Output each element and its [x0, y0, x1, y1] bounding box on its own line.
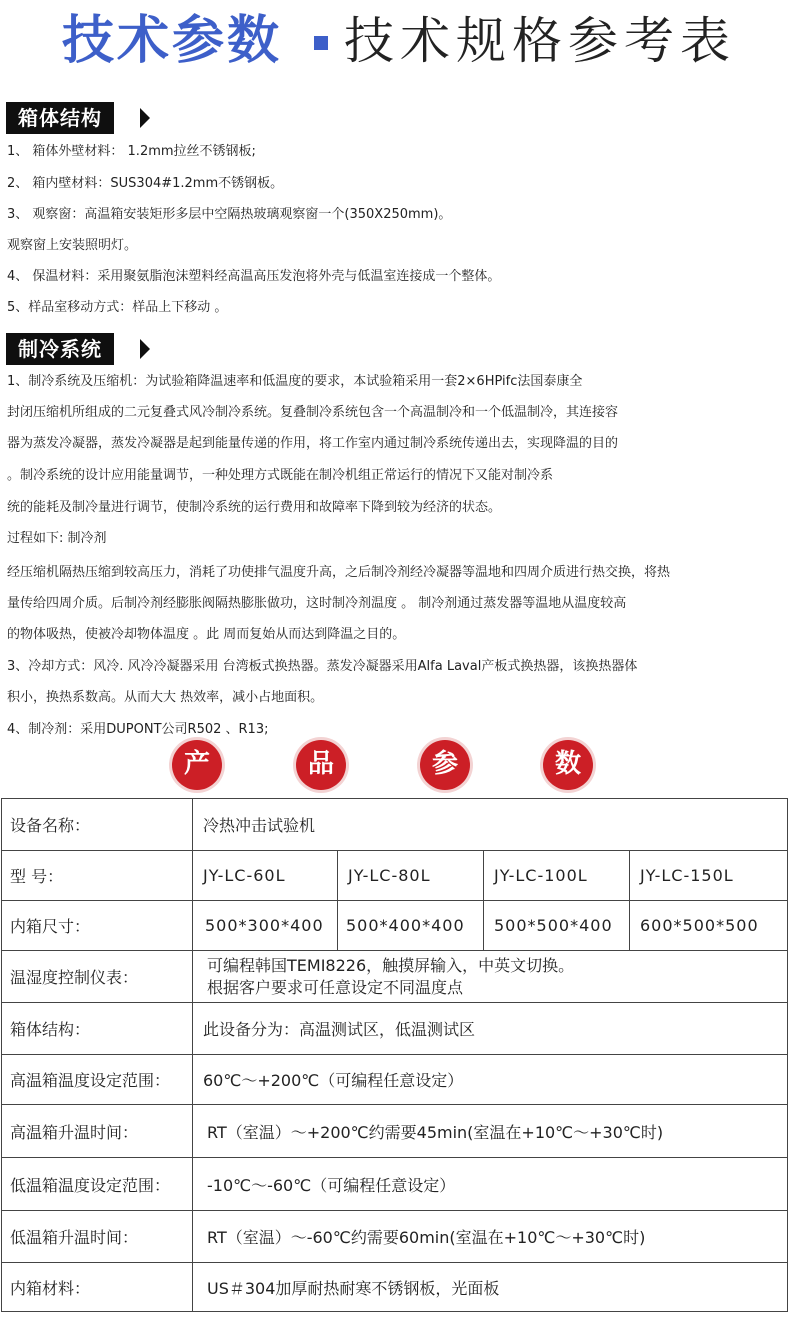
section-label: 箱体结构 — [6, 102, 114, 134]
device-name-value: 冷热冲击试验机 — [193, 799, 788, 851]
refrigeration-line-5: 统的能耗及制冷量进行调节，使制冷系统的运行费用和故障率下降到较为经济的状态。 — [7, 500, 502, 515]
high-range-label: 高温箱温度设定范围： — [2, 1055, 193, 1105]
structure-line-2: 2、 箱内壁材料：SUS304#1.2mm不锈钢板。 — [7, 176, 284, 191]
refrigeration-line-3: 器为蒸发冷凝器，蒸发冷凝器是起到能量传递的作用，将工作室内通过制冷系统传递出去，实现降温的目的 — [7, 436, 619, 451]
model-label: 型 号： — [2, 851, 193, 901]
low-time-label: 低温箱升温时间： — [2, 1211, 193, 1263]
controller-label: 温湿度控制仪表： — [2, 951, 193, 1003]
refrigeration-line-10: 3、冷却方式：风冷. 风冷冷凝器采用 台湾板式换热器。蒸发冷凝器采用Alfa Laval产板式换热器，该换热器体 — [7, 659, 638, 674]
section-arrow-icon — [140, 108, 150, 128]
spec-table — [1, 798, 788, 1312]
table-row — [2, 1055, 788, 1105]
page-header — [0, 0, 790, 80]
refrigeration-line-11: 积小，换热系数高。从而大大 热效率，减小占地面积。 — [7, 690, 324, 705]
controller-value-line-1: 可编程韩国TEMI8226，触摸屏输入，中英文切换。 — [207, 955, 575, 975]
table-row — [2, 1158, 788, 1211]
inner-size-label: 内箱尺寸： — [2, 901, 193, 951]
section-arrow-icon — [140, 339, 150, 359]
high-range-value: 60℃～+200℃（可编程任意设定） — [193, 1055, 788, 1105]
table-row — [2, 901, 788, 951]
refrigeration-line-12: 4、制冷剂：采用DUPONT公司R502 、R13; — [7, 722, 269, 737]
table-row — [2, 851, 788, 901]
model-value: JY-LC-60L — [193, 851, 338, 901]
product-params-badges — [0, 740, 790, 796]
structure-line-4: 观察窗上安装照明灯。 — [7, 238, 138, 253]
controller-value — [193, 951, 788, 1003]
material-value: US＃304加厚耐热耐寒不锈钢板，光面板 — [193, 1263, 788, 1312]
table-row — [2, 951, 788, 1003]
section-label: 制冷系统 — [6, 333, 114, 365]
high-time-label: 高温箱升温时间： — [2, 1105, 193, 1158]
refrigeration-line-9: 的物体吸热，使被冷却物体温度 。此 周而复始从而达到降温之目的。 — [7, 627, 406, 642]
refrigeration-line-1: 1、制冷系统及压缩机：为试验箱降温速率和低温度的要求，本试验箱采用一套2×6HPifc法国泰康全 — [7, 374, 583, 389]
refrigeration-line-8: 量传给四周介质。后制冷剂经膨胀阀隔热膨胀做功，这时制冷剂温度 。 制冷剂通过蒸发器等温地从温度较高 — [7, 596, 627, 611]
table-row — [2, 1263, 788, 1312]
refrigeration-line-2: 封闭压缩机所组成的二元复叠式风冷制冷系统。复叠制冷系统包含一个高温制冷和一个低温制冷，其连接容 — [7, 405, 619, 420]
badge-char: 产 — [172, 740, 222, 790]
structure-line-3: 3、 观察窗：高温箱安装矩形多层中空隔热玻璃观察窗一个(350X250mm)。 — [7, 207, 452, 222]
table-row — [2, 1003, 788, 1055]
controller-value-line-2: 根据客户要求可任意设定不同温度点 — [207, 977, 464, 997]
header-separator-square — [314, 36, 328, 50]
model-value: JY-LC-100L — [484, 851, 630, 901]
structure-label: 箱体结构： — [2, 1003, 193, 1055]
badge-char: 参 — [420, 740, 470, 790]
structure-line-1: 1、 箱体外壁材料： 1.2mm拉丝不锈钢板; — [7, 144, 256, 159]
model-value: JY-LC-80L — [338, 851, 484, 901]
structure-line-5: 4、 保温材料：采用聚氨脂泡沫塑料经高温高压发泡将外壳与低温室连接成一个整体。 — [7, 269, 501, 284]
material-label: 内箱材料： — [2, 1263, 193, 1312]
high-time-value: RT（室温）～+200℃约需要45min(室温在+10℃～+30℃时) — [193, 1105, 788, 1158]
low-range-label: 低温箱温度设定范围： — [2, 1158, 193, 1211]
table-row — [2, 1211, 788, 1263]
low-range-value: -10℃～-60℃（可编程任意设定） — [193, 1158, 788, 1211]
model-value: JY-LC-150L — [630, 851, 788, 901]
inner-size-value: 500*300*400 — [193, 901, 338, 951]
structure-value: 此设备分为：高温测试区，低温测试区 — [193, 1003, 788, 1055]
badge-char: 品 — [296, 740, 346, 790]
refrigeration-line-6: 过程如下: 制冷剂 — [7, 531, 107, 546]
inner-size-value: 600*500*500 — [630, 901, 788, 951]
table-row — [2, 1105, 788, 1158]
badge-char: 数 — [543, 740, 593, 790]
table-row — [2, 799, 788, 851]
header-title-rest: 技术规格参考表 — [344, 12, 736, 70]
device-name-label: 设备名称： — [2, 799, 193, 851]
refrigeration-line-4: 。制冷系统的设计应用能量调节，一种处理方式既能在制冷机组正常运行的情况下又能对制冷系 — [7, 468, 554, 483]
header-title-bold: 技术参数 — [62, 11, 283, 71]
refrigeration-line-7: 经压缩机隔热压缩到较高压力，消耗了功使排气温度升高，之后制冷剂经冷凝器等温地和四周介质进行热交换，将热 — [7, 565, 671, 580]
structure-line-6: 5、样品室移动方式：样品上下移动 。 — [7, 300, 228, 315]
inner-size-value: 500*500*400 — [484, 901, 630, 951]
inner-size-value: 500*400*400 — [338, 901, 484, 951]
low-time-value: RT（室温）～-60℃约需要60min(室温在+10℃～+30℃时) — [193, 1211, 788, 1263]
